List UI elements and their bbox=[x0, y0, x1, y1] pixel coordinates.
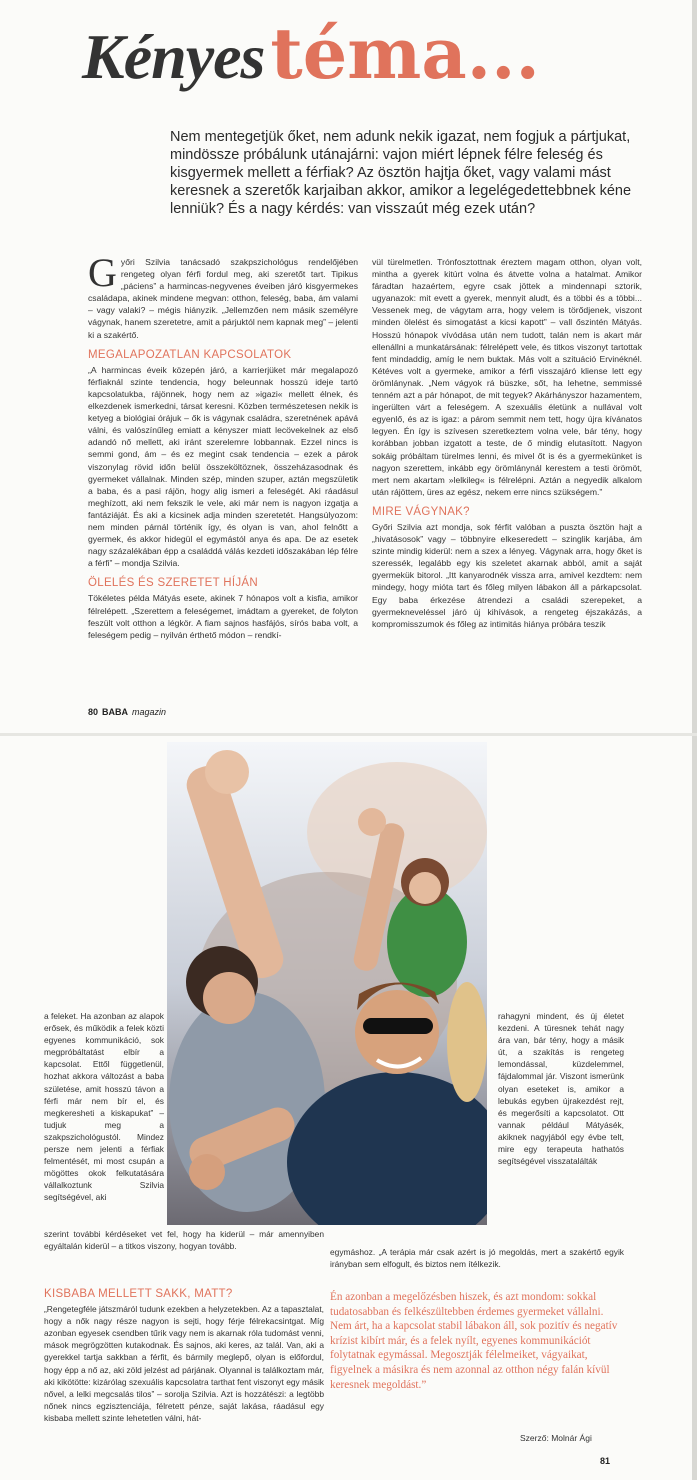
title-word-1: Kényes bbox=[82, 21, 265, 92]
page-divider bbox=[0, 733, 697, 736]
section-heading-1: MEGALAPOZATLAN KAPCSOLATOK bbox=[88, 348, 292, 361]
pull-quote: Én azonban a megelőzésben hiszek, és azt mondom: sokkal tudatosabban és felkészültebben érdemes gyermeket vállalni. Nem árt, ha a kapcsolat stabil lábakon áll, sok pozitív és negatív krízist kibírt már, és a felek nyílt, egyenes kommunikációt folytatnak egymással. Megosztják félelmeiket, vágyaikat, figyelnek a másikra és nem azonnal az otthon négy falán kívül keresnek megoldást.” bbox=[330, 1291, 618, 1391]
section-heading-2: ÖLELÉS ÉS SZERETET HÍJÁN bbox=[88, 577, 258, 590]
continued-text-right: egymáshoz. „A terápia már csak azért is jó megoldás, mert a szakértő egyik irányban sem elfogult, és biztos nem ítélkezik. bbox=[330, 1247, 624, 1270]
author-name: Molnár Ági bbox=[551, 1433, 592, 1443]
column-1 bbox=[88, 250, 358, 641]
wrap-text-left: a feleket. Ha azonban az alapok erősek, és működik a felek közti egyenes kommunikáció, sok megpróbáltatást elbír a kapcsolat. Ettől függetlenül, hozhat akkora változást a baba születése, amit hosszú távon a férfi már nem bír el, és megkeresheti a kiskapukat” – tudjuk meg a szakpszichológustól. Mindez persze nem jelenti a férfiak felmentését, mi most csupán a mögöttes okok felkutatására vállalkoztunk Szilvia segítségével, aki bbox=[44, 1011, 164, 1203]
section-1-text: „A harmincas éveik közepén járó, a karrierjüket már megalapozó férfiaknál szinte tendencia, hogy beleunnak hosszú ideje tartó kapcsolatukba, rájönnek, hogy nem az »igazi« mellett élnek, és elkezdenek ismerkedni, társat keresni. Közben természetesen nekik is ketyeg a biológiai órájuk – ők is vágynak családra, szeretnének apává válni, és valószínűleg emiatt a kényszer miatt lecövekelnek az első adandó nő mellett, aki iránt szerelemre lobbannak. Ezzel nincs is semmi gond, ám – és ez megint csak tendencia – ezek a párok viszonylag rövid időn belül összeköltöznek, összeházasodnak és gyermeket vállalnak. Minden szép, minden szuper, aztán megszületik a baba, és a pasi rájön, hogy alig ismeri a feleségét. Aki ráadásul meghízott, aki nem fekszik le vele, aki már nem is nagyon izgatja a fantáziáját. És aki a kicsinek adja minden szeretetét. Hangsúlyozom: nem minden párnál történik így, és olyan is van, ahol felnőtt a gyermek, és akkor hidegül el egymástól anya és apa. De az esetek nagy százalékában épp a családdá válás kezdeti időszakában lép félre a férfi” – mondja Szilvia. bbox=[88, 364, 358, 569]
page-number-left: 80 bbox=[88, 707, 99, 717]
intro-text: yőri Szilvia tanácsadó szakpszichológus rendelőjében rengeteg olyan férfi fordul meg, aki szeretőt tart. Tipikus „páciens” a harmincas-negyvenes éveiben járó kisgyermekes családapa, akinek mindene megvan: otthon, feleség, baba, ám valami – vagy valaki? – mégis hiányzik. „Jellemzően nem másik személyre vágynak, hanem szeretetre, amit a párjuktól nem kapnak meg” – jelenti ki a szakértő. bbox=[88, 257, 358, 340]
lead-paragraph: Nem mentegetjük őket, nem adunk nekik igazat, nem fogjuk a pártjukat, mindössze próbálunk utánajárni: vajon miért lépnek félre feleség és kisgyermek mellett a férfiak? Az ösztön hajtja őket, vagy valami mást keresnek a szeretők karjaiban akkor, amikor a legelégedettebbnek kéne lenniük? És a nagy kérdés: van visszaút még ezek után? bbox=[170, 129, 632, 217]
wrap-text-right: rahagyni mindent, és új életet kezdeni. A türesnek tehát nagy ára van, bár tény, hogy a másik út, a szakítás is rengeteg lemondással, küzdelemmel, fájdalommal jár. Viszont ismerünk olyan eseteket is, amikor a lebukás egyben újrakezdést rejt, és megerősíti a kapcsolatot. Ott vannak például Mátyásék, akiknek nagyjából egy évbe telt, mire egy terapeuta hathatós segítségével visszatalálták bbox=[498, 1011, 624, 1167]
column-2 bbox=[372, 256, 642, 630]
drop-cap: G bbox=[88, 250, 117, 295]
party-photo bbox=[167, 742, 487, 1225]
section-heading-3: MIRE VÁGYNAK? bbox=[372, 505, 470, 518]
title-word-2: téma... bbox=[270, 12, 540, 95]
magazine-suffix: magazin bbox=[132, 707, 167, 717]
folio-left bbox=[88, 707, 166, 717]
section-4-text: „Rengetegféle játszmáról tudunk ezekben a helyzetekben. Az a tapasztalat, hogy a nők nagy része nagyon is sejti, hogy férje félrekacsintgat. Míg azonban egyesek csendben tűrik vagy nem is akarnak róla tudomást venni, mások megrögzötten kutakodnak. És sajnos, aki keres, az talál. Van, aki a gyerekkel tartja sakkban a férfit, és bármily meglepő, olyan is előfordul, hogy épp a nő az, aki zöld jelzést ad párjának. Olyannal is találkoztam már, aki kikötötte: kizárólag szexuális kapcsolatra tarthat fent viszonyt egy másik nővel, a lelki megcsalás tilos” – sorolja Szilvia. Azt is hozzátészi: a legtöbb nőnek nincs egzisztenciája, félretett pénze, saját lakása, ráadásul egy kisbaba mellett szinte lehetetlen válni, hát- bbox=[44, 1304, 324, 1423]
column-3 bbox=[44, 1280, 324, 1424]
section-2-continued: vül türelmetlen. Trónfosztottnak éreztem magam otthon, olyan volt, mintha a gyerek kitúrt volna és átvette volna a hatalmat. Amikor fáradtan hazaértem, egyre csak jöttek a mindennapi sztorik, ugyanazok: mit evett a gyerek, mennyit aludt, és a többi és a többi... Vessenek meg, de vágytam arra, hogy velem is törődjenek, viszont minden ölelést és simogatást a kicsi kapott” – vall őszintén Mátyás. Hosszú hónapok vívódása után nem tudott, talán nem is akart már ellenállni a munkatársának: félrelépett vele, és titkos viszonyt tartottak fent mindaddig, amíg le nem buktak. Más volt a szituáció Ervinéknél. Kétéves volt a gyermeke, amikor a férfi visszajáró kliense lett egy örömlánynak. „Nem vágyok rá büszke, sőt, ha lehetne, semmissé tenném azt a pár hónapot, de mit tegyek? Akárhányszor hazamentem, ingerülten várt a feleségem. A szexuális életünk a nullával volt egyenlő, és az is igaz: a párom semmit nem tett, hogy újra kívánatos legyen. Én így is szívesen szeretkeztem volna vele, bár tény, hogy korábban jobban izgatott a teste, de ő mindig elutasított. Nagyon sokáig próbáltam türelmes lenni, és mivel őt is és a gyermekünket is nagyon szerettem, inkább egy örömlánynál kerestem a testi örömöt, mert nem akartam »lelkileg« is félrelépni. Aztán a negyedik alkalom után rájöttem, üres az egész, nekem erre nincs szükségem.” bbox=[372, 257, 642, 497]
page-edge bbox=[692, 0, 697, 1480]
section-2-text: Tökéletes példa Mátyás esete, akinek 7 hónapos volt a kisfia, amikor félrelépett. „Szerettem a feleségemet, imádtam a gyereket, de folyton feszült volt otthon a légkör. A fiam sajnos hasfájós, sírós baba volt, a feleségem pedig – nyilván érthető módon – rendkí- bbox=[88, 593, 358, 640]
magazine-name: BABA bbox=[102, 707, 129, 717]
page-number-right: 81 bbox=[600, 1456, 611, 1466]
section-3-text: Győri Szilvia azt mondja, sok férfit valóban a puszta ösztön hajt a „hivatásosok” vagy – többnyire elkeseredett – szinglik karjába, ám szinte mindig kiderül: nem a szex a lényeg. Vágynak arra, hogy őket is szeressék, legalább egy kis szeletet akarnak abból, amit a saját gyermekük bitorol. „Itt kanyarodnék vissza arra, amivel kezdtem: nem mindegy, hogy mióta tart és főleg milyen lábakon áll a párkapcsolat. Egy baba érkezése átrendezi a családi szerepeket, a gyermekneveléssel járó új kihívások, a rengeteg éjszakázás, a kompromisszumok és főleg az intimitás hiánya próbára teszik bbox=[372, 521, 642, 629]
author-label: Szerző: bbox=[520, 1433, 549, 1443]
intro-paragraph bbox=[88, 250, 358, 341]
author-credit bbox=[520, 1433, 592, 1443]
section-heading-4: KISBABA MELLETT SAKK, MATT? bbox=[44, 1288, 233, 1300]
party-photo-illustration bbox=[167, 742, 487, 1225]
continued-text-left: szerint további kérdéseket vet fel, hogy ha kiderül – már amennyiben egyáltalán kiderül – a titkos viszony, hogyan tovább. bbox=[44, 1229, 324, 1252]
article-title bbox=[82, 12, 540, 95]
